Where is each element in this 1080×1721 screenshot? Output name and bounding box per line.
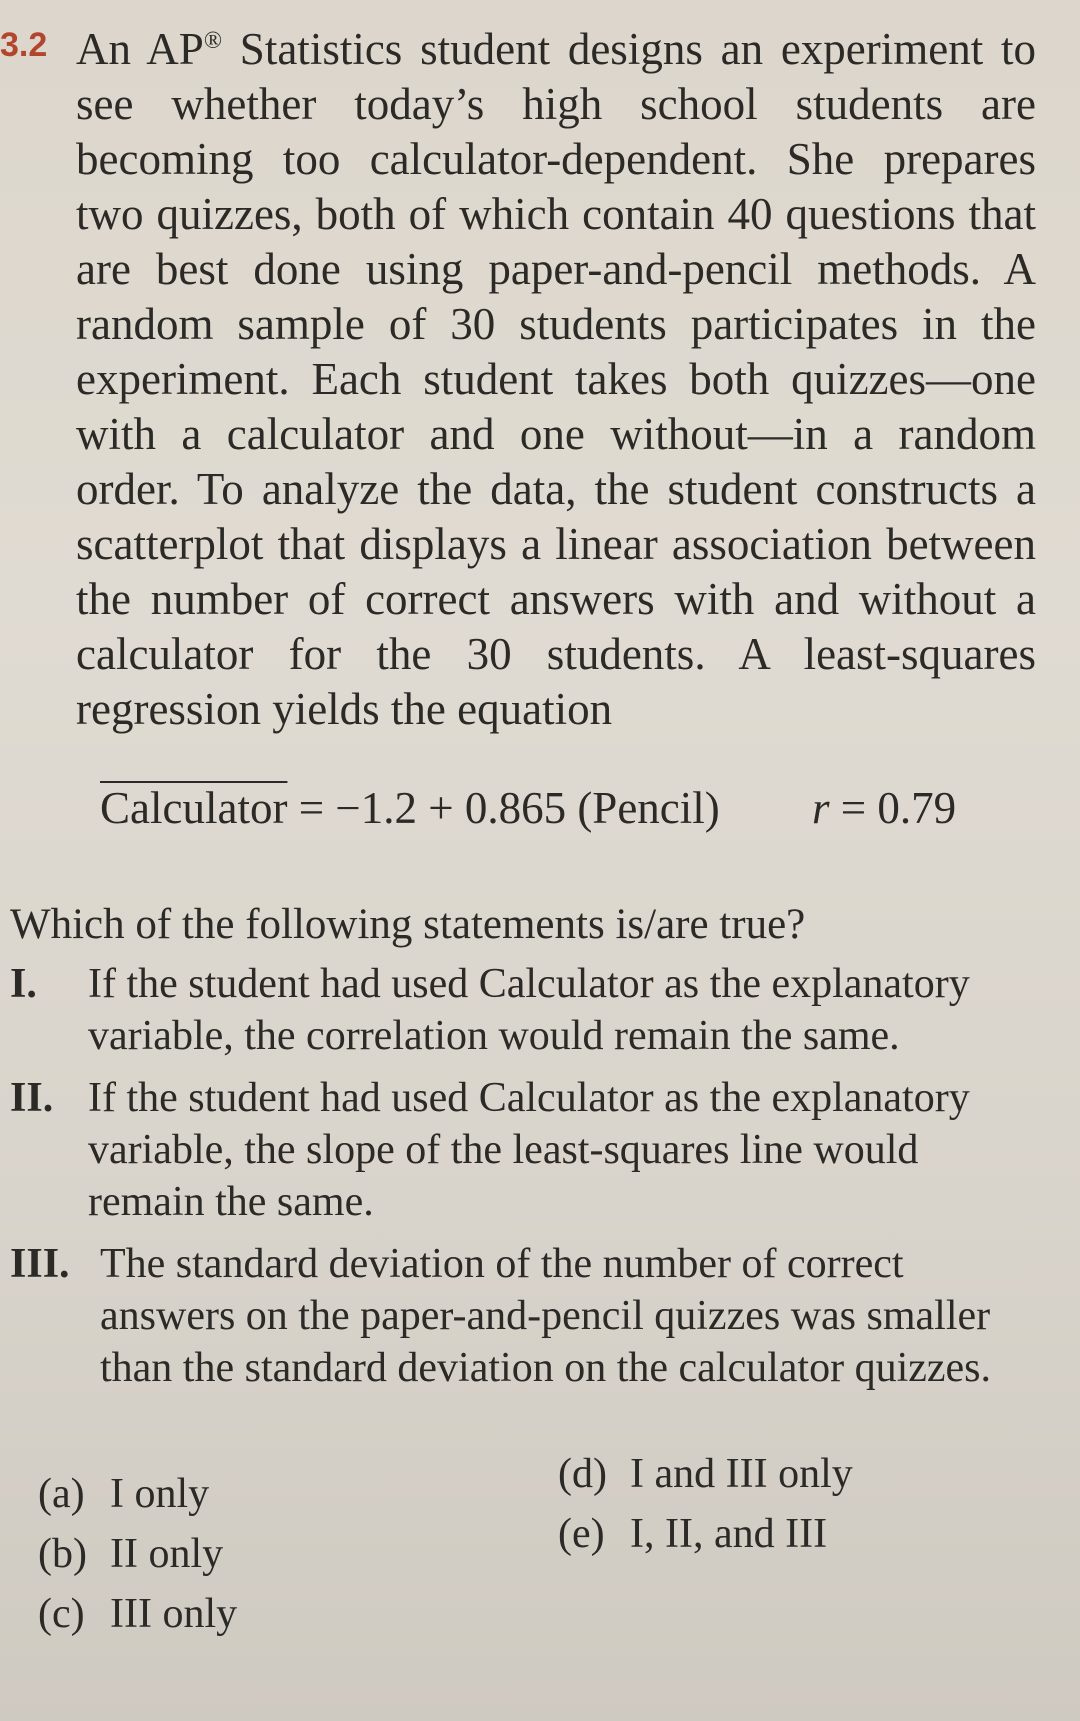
option-b[interactable] [38, 1530, 223, 1578]
equation-response: Calculator [100, 783, 288, 833]
registered-mark: ® [203, 28, 223, 54]
problem-block [0, 14, 1060, 737]
option-c[interactable] [38, 1590, 237, 1638]
problem-number: 3.2 [0, 26, 48, 64]
option-letter: (a) [38, 1471, 85, 1517]
option-a[interactable] [38, 1470, 209, 1518]
regression-equation [100, 782, 720, 834]
option-text: II only [110, 1531, 224, 1577]
r-number: = 0.79 [829, 783, 957, 833]
option-text: III only [110, 1591, 238, 1637]
stem-start: An AP [76, 24, 204, 74]
question-prompt: Which of the following statements is/are true? [10, 901, 806, 948]
option-letter: (e) [558, 1511, 605, 1557]
stem-text: Statistics student designs an experiment to see whether today’s high school students are becoming too calculator-dependent. She prepares two quizzes, both of which contain 40 questions that are best done using paper-and-pencil methods. A random sample of 30 students participates in the experiment. Each student takes both quizzes—one with a calculator and one without—in a random order. To analyze the data, the student constructs a scatterplot that displays a linear association between the number of correct answers with and without a calculator for the 30 students. A least-squares regression yields the equation [76, 24, 1037, 734]
statement-item [10, 1238, 1040, 1394]
statement-text: If the student had used Calculator as the explanatory variable, the slope of the least-squares line would remain the same. [88, 1075, 970, 1225]
equation-rhs: = −1.2 + 0.865 (Pencil) [287, 783, 720, 833]
option-e[interactable] [558, 1510, 827, 1558]
statement-item [10, 1072, 1040, 1228]
statement-text: The standard deviation of the number of correct answers on the paper-and-pencil quizzes was smaller than the standard deviation on the calculator quizzes. [100, 1241, 992, 1391]
r-symbol: r [812, 783, 830, 833]
option-letter: (d) [558, 1451, 607, 1497]
statement-list [10, 958, 1040, 1404]
statement-number: III. [10, 1241, 70, 1287]
option-d[interactable] [558, 1450, 853, 1498]
statement-item [10, 958, 1040, 1062]
option-text: I only [110, 1471, 210, 1517]
answer-options [38, 1451, 1038, 1650]
option-letter: (c) [38, 1591, 85, 1637]
option-letter: (b) [38, 1531, 87, 1577]
option-text: I, II, and III [630, 1511, 828, 1557]
statement-number: I. [10, 961, 37, 1007]
problem-stem [76, 14, 1036, 737]
correlation-value [812, 782, 956, 834]
statement-number: II. [10, 1075, 54, 1121]
statement-text: If the student had used Calculator as the explanatory variable, the correlation would remain the same. [88, 961, 970, 1059]
option-text: I and III only [630, 1451, 853, 1497]
